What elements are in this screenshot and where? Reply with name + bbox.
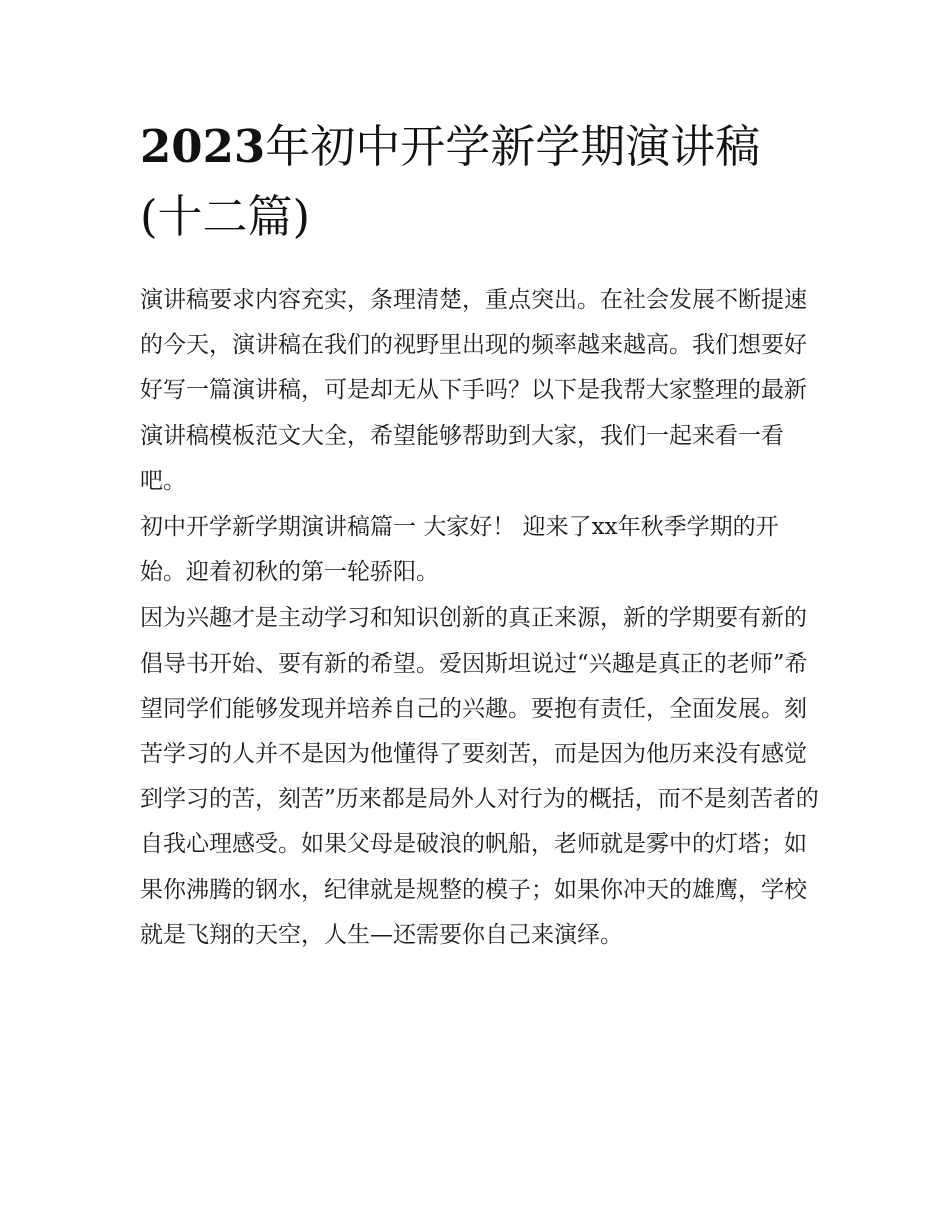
intro-paragraph: 演讲稿要求内容充实，条理清楚，重点突出。在社会发展不断提速的今天，演讲稿在我们的视野里出现的频率越来越高。我们想要好好写一篇演讲稿，可是却无从下手吗？以下是我帮大家整理的最新演讲稿模板范文大全，希望能够帮助到大家，我们一起来看一看吧。 bbox=[140, 287, 807, 494]
document-title bbox=[140, 112, 820, 252]
speech-opening-paragraph: 初中开学新学期演讲稿篇一 大家好！ 迎来了xx年秋季学期的开始。迎着初秋的第一轮骄阳。 bbox=[140, 514, 779, 586]
speech-body-paragraph: 因为兴趣才是主动学习和知识创新的真正来源，新的学期要有新的倡导书开始、要有新的希望。爱因斯坦说过“兴趣是真正的老师”希望同学们能够发现并培养自己的兴趣。要抱有责任，全面发展。刻苦学习的人并不是因为他懂得了要刻苦，而是因为他历来没有感觉到学习的苦，刻苦”历来都是局外人对行为的概括，而不是刻苦者的自我心理感受。如果父母是破浪的帆船，老师就是雾中的灯塔；如果你沸腾的钢水，纪律就是规整的模子；如果你冲天的雄鹰，学校就是飞翔的天空，人生—还需要你自己来演绎。 bbox=[140, 605, 819, 948]
title-text: 年初中开学新学期演讲稿(十二篇) bbox=[140, 120, 761, 243]
document-body bbox=[140, 278, 820, 959]
title-year: 2023 bbox=[140, 120, 266, 173]
